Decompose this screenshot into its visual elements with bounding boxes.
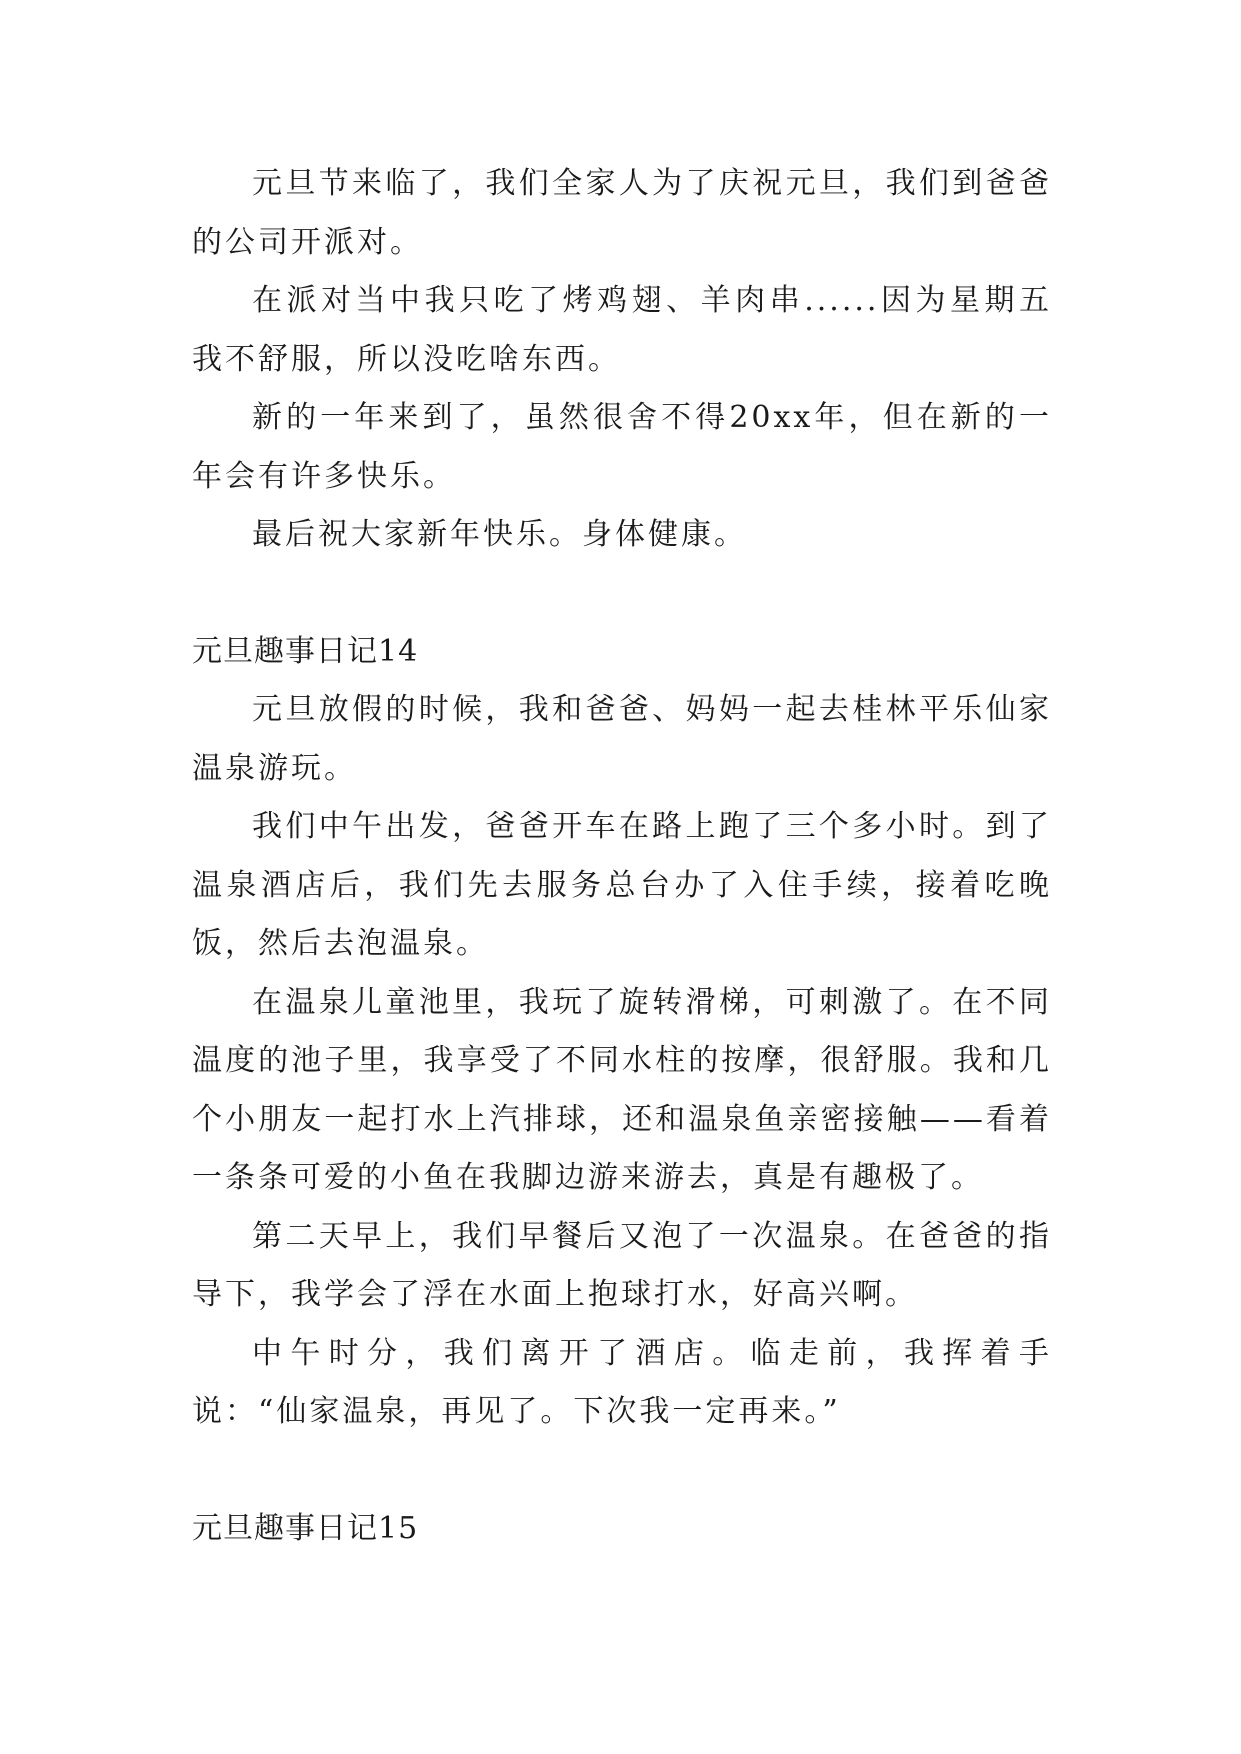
section-14-title: 元旦趣事日记14 (192, 633, 419, 669)
section-15-title: 元旦趣事日记15 (192, 1510, 419, 1546)
paragraph: 在派对当中我只吃了烤鸡翅、羊肉串......因为星期五我不舒服，所以没吃啥东西。 (192, 283, 1052, 377)
paragraph: 新的一年来到了，虽然很舍不得20xx年，但在新的一年会有许多快乐。 (192, 400, 1052, 494)
paragraph: 元旦节来临了，我们全家人为了庆祝元旦，我们到爸爸的公司开派对。 (192, 166, 1052, 260)
paragraph: 元旦放假的时候，我和爸爸、妈妈一起去桂林平乐仙家温泉游玩。 (192, 692, 1052, 786)
paragraph: 中午时分，我们离开了酒店。临走前，我挥着手说：“仙家温泉，再见了。下次我一定再来。” (192, 1335, 1052, 1429)
paragraph: 我们中午出发，爸爸开车在路上跑了三个多小时。到了温泉酒店后，我们先去服务总台办了入住手续，接着吃晚饭，然后去泡温泉。 (192, 809, 1052, 961)
document-body (192, 155, 1052, 1558)
paragraph: 最后祝大家新年快乐。身体健康。 (252, 517, 747, 552)
paragraph: 在温泉儿童池里，我玩了旋转滑梯，可刺激了。在不同温度的池子里，我享受了不同水柱的按摩，很舒服。我和几个小朋友一起打水上汽排球，还和温泉鱼亲密接触——看着一条条可爱的小鱼在我脚边游来游去，真是有趣极了。 (192, 984, 1052, 1195)
paragraph: 第二天早上，我们早餐后又泡了一次温泉。在爸爸的指导下，我学会了浮在水面上抱球打水，好高兴啊。 (192, 1218, 1052, 1312)
